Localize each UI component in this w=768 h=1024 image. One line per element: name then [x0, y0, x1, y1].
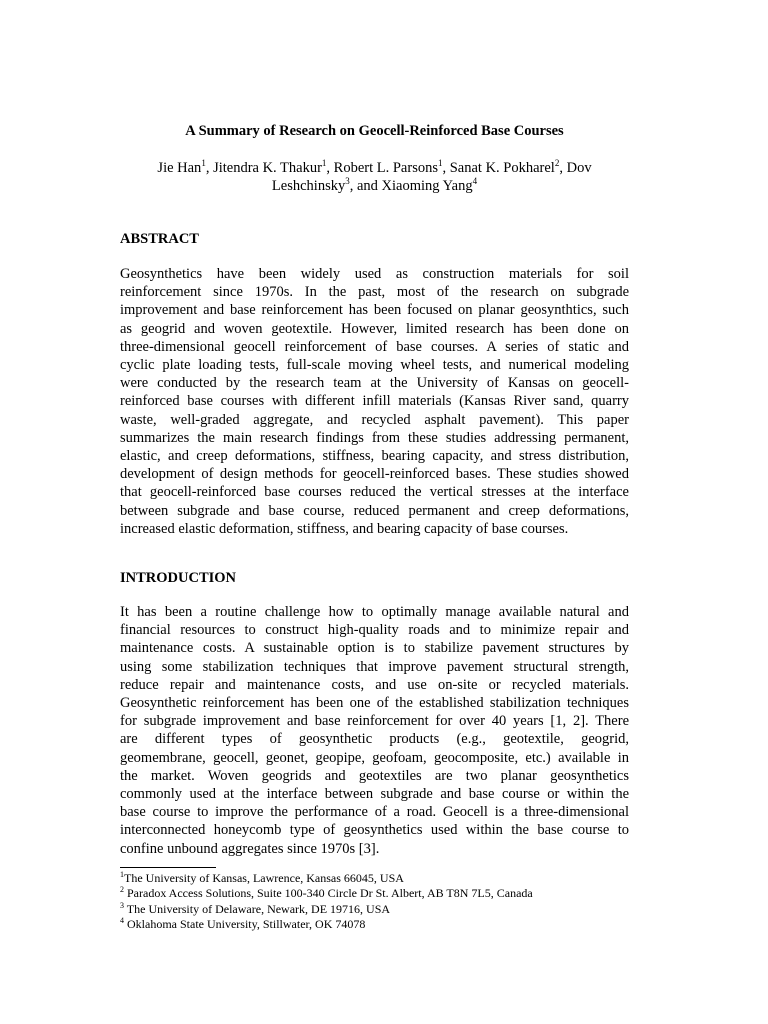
footnote-text: The University of Kansas, Lawrence, Kansas 66045, USA [124, 871, 404, 885]
introduction-paragraph [120, 603, 629, 858]
author-name: , Jitendra K. Thakur [205, 160, 322, 176]
footnote-mark: 2 [120, 885, 124, 895]
text-line: were conducted by the research team at the University of Kansas on geocell- [120, 375, 629, 392]
text-line: confine unbound aggregates since 1970s [3]. [120, 840, 380, 857]
text-line: commonly used at the interface between subgrade and base course or within the [120, 786, 629, 803]
text-line: It has been a routine challenge how to optimally manage available natural and [120, 604, 629, 620]
affiliation-mark: 3 [345, 176, 350, 187]
text-line: that geocell-reinforced base courses reduced the vertical stresses at the interface [120, 484, 629, 501]
author-name: , Robert L. Parsons [326, 160, 438, 176]
affiliation-mark: 2 [554, 158, 560, 169]
affiliation-mark: 1 [437, 158, 443, 169]
text-line: three-dimensional geocell reinforcement of base courses. A series of static and [120, 338, 629, 355]
footnote-text: Oklahoma State University, Stillwater, OK 74078 [124, 916, 366, 931]
text-line: reduce repair and maintenance costs, and use on-site or recycled materials. [120, 676, 629, 693]
footnote-divider [120, 867, 216, 868]
text-line: maintenance costs. A sustainable option is to stabilize pavement structures by [120, 640, 629, 657]
footnote [120, 902, 629, 917]
text-line: Geosynthetic reinforcement has been one of the established stabilization techniques [120, 695, 629, 712]
author-name: , Dov [559, 160, 592, 176]
text-line: summarizes the main research findings from these studies addressing permanent, [120, 429, 629, 446]
author-list [120, 159, 629, 195]
text-line: improvement and base reinforcement has been focused on planar geosynthtics, such [120, 302, 629, 319]
text-line: cyclic plate loading tests, full-scale moving wheel tests, and numerical modeling [120, 357, 629, 374]
text-line: between subgrade and base course, reduced permanent and creep deformations, [120, 502, 629, 519]
author-name: Jie Han [157, 160, 202, 176]
text-line: elastic, and creep deformations, stiffness, bearing capacity, and stress distribution, [120, 448, 629, 465]
text-line: waste, well-graded aggregate, and recycled asphalt pavement). This paper [120, 411, 629, 428]
author-name: Leshchinsky [271, 178, 346, 194]
abstract-heading: ABSTRACT [120, 231, 199, 247]
text-line: financial resources to construct high-quality roads and to minimize repair and [120, 622, 629, 639]
text-line: the market. Woven geogrids and geotextiles are two planar geosynthetics [120, 767, 629, 784]
footnote [120, 871, 629, 886]
affiliation-mark: 4 [472, 176, 478, 187]
author-name: , and Xiaoming Yang [349, 178, 473, 194]
text-line: as geogrid and woven geotextile. However, limited research has been done on [120, 320, 629, 337]
text-line: using some stabilization techniques that improve pavement structural strength, [120, 658, 629, 675]
abstract-paragraph [120, 265, 629, 538]
introduction-heading: INTRODUCTION [120, 570, 237, 586]
footnote [120, 886, 629, 901]
text-line: increased elastic deformation, stiffness, and bearing capacity of base courses. [120, 520, 569, 537]
footnote-text: Paradox Access Solutions, Suite 100-340 Circle Dr St. Albert, AB T8N 7L5, Canada [124, 886, 533, 901]
footnote-text: The University of Delaware, Newark, DE 19716, USA [124, 901, 391, 916]
affiliation-mark: 1 [201, 158, 206, 169]
text-line: are different types of geosynthetic products (e.g., geotextile, geogrid, [120, 731, 629, 748]
author-name: , Sanat K. Pokharel [442, 160, 555, 176]
text-line: for subgrade improvement and base reinforcement for over 40 years [1, 2]. There [120, 713, 629, 730]
footnote-mark: 3 [120, 900, 124, 910]
footnote-mark: 1 [120, 870, 124, 879]
paper-title: A Summary of Research on Geocell-Reinforced Base Courses [185, 123, 564, 139]
text-line: interconnected honeycomb type of geosynthetics used within the base course to [120, 822, 629, 839]
footnote-mark: 4 [120, 915, 124, 925]
footnote [120, 917, 629, 932]
text-line: reinforced base courses with different infill materials (Kansas River sand, quarry [120, 393, 629, 410]
affiliation-mark: 1 [321, 158, 327, 169]
text-line: geomembrane, geocell, geonet, geopipe, geofoam, geocomposite, etc.) available in [120, 749, 629, 766]
text-line: reinforcement since 1970s. In the past, most of the research on subgrade [120, 284, 629, 301]
text-line: development of design methods for geocell-reinforced bases. These studies showed [120, 466, 629, 483]
footnotes [120, 871, 629, 932]
text-line: base course to improve the performance of a road. Geocell is a three-dimensional [120, 804, 629, 821]
text-line: Geosynthetics have been widely used as construction materials for soil [120, 266, 629, 282]
